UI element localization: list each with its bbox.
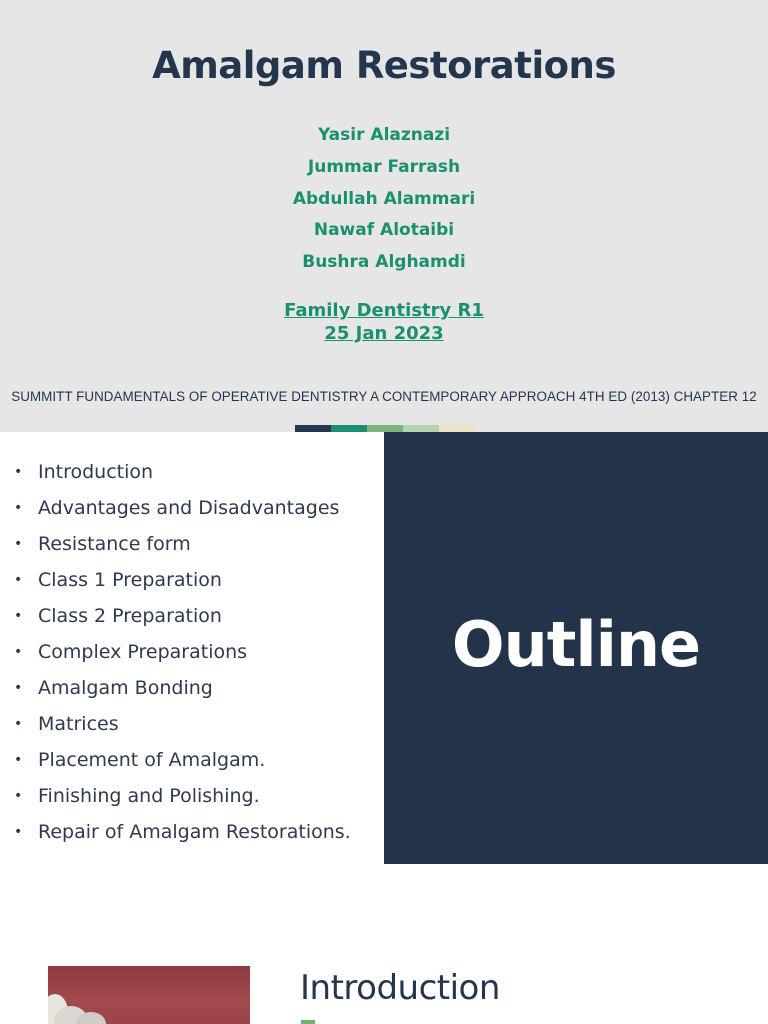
list-item [14, 706, 351, 742]
color-swatch [403, 425, 439, 432]
list-item-label: Class 1 Preparation [38, 569, 222, 591]
list-item [14, 670, 351, 706]
list-item-label: Repair of Amalgam Restorations. [38, 821, 351, 843]
reference-citation: SUMMITT FUNDAMENTALS OF OPERATIVE DENTISTRY A CONTEMPORARY APPROACH 4TH ED (2013) CHAPTER 12 [11, 389, 757, 404]
list-item [14, 562, 351, 598]
list-item-label: Amalgam Bonding [38, 677, 213, 699]
author-list [0, 122, 768, 281]
list-item-label: Class 2 Preparation [38, 605, 222, 627]
bullet-icon: • [14, 608, 23, 624]
list-item-label: Placement of Amalgam. [38, 749, 266, 771]
presentation-date: 25 Jan 2023 [324, 323, 444, 344]
bullet-icon: • [14, 500, 23, 516]
bullet-icon: • [14, 752, 23, 768]
list-item-label: Matrices [38, 713, 119, 735]
list-item [14, 526, 351, 562]
presentation-title: Amalgam Restorations [152, 44, 616, 87]
bullet-icon: • [14, 572, 23, 588]
bullet-icon: • [14, 788, 23, 804]
color-swatch [439, 425, 475, 432]
list-item [14, 742, 351, 778]
bullet-icon: • [14, 644, 23, 660]
outline-panel [384, 432, 768, 864]
list-item [14, 778, 351, 814]
author-name: Bushra Alghamdi [302, 252, 466, 273]
author-name: Nawaf Alotaibi [313, 220, 455, 241]
outline-list [14, 454, 351, 850]
list-item [14, 598, 351, 634]
dental-photo [48, 966, 250, 1024]
title-slide [0, 0, 768, 432]
list-item [14, 454, 351, 490]
introduction-slide [0, 864, 768, 1024]
bullet-icon: • [14, 824, 23, 840]
tooth-shape [76, 1012, 106, 1024]
list-item-label: Introduction [38, 461, 154, 483]
bullet-icon: • [14, 680, 23, 696]
list-item [14, 634, 351, 670]
list-item [14, 814, 351, 850]
list-item-label: Complex Preparations [38, 641, 248, 663]
outline-title: Outline [451, 608, 701, 681]
section-heading: Introduction [300, 968, 500, 1008]
decorative-color-bar [295, 425, 475, 432]
color-swatch [331, 425, 367, 432]
list-item-label: Resistance form [38, 533, 191, 555]
list-item-label: Finishing and Polishing. [38, 785, 260, 807]
bullet-icon: • [14, 536, 23, 552]
program-name: Family Dentistry R1 [284, 300, 484, 321]
outline-slide [0, 432, 768, 864]
heading-accent-line [301, 1020, 315, 1024]
author-name: Yasir Alaznazi [317, 125, 451, 145]
author-name: Jummar Farrash [307, 156, 461, 177]
list-item-label: Advantages and Disadvantages [38, 497, 340, 519]
color-swatch [295, 425, 331, 432]
color-swatch [367, 425, 403, 432]
author-name: Abdullah Alammari [292, 188, 476, 209]
bullet-icon: • [14, 716, 23, 732]
bullet-icon: • [14, 464, 23, 480]
program-info [0, 299, 768, 345]
list-item [14, 490, 351, 526]
